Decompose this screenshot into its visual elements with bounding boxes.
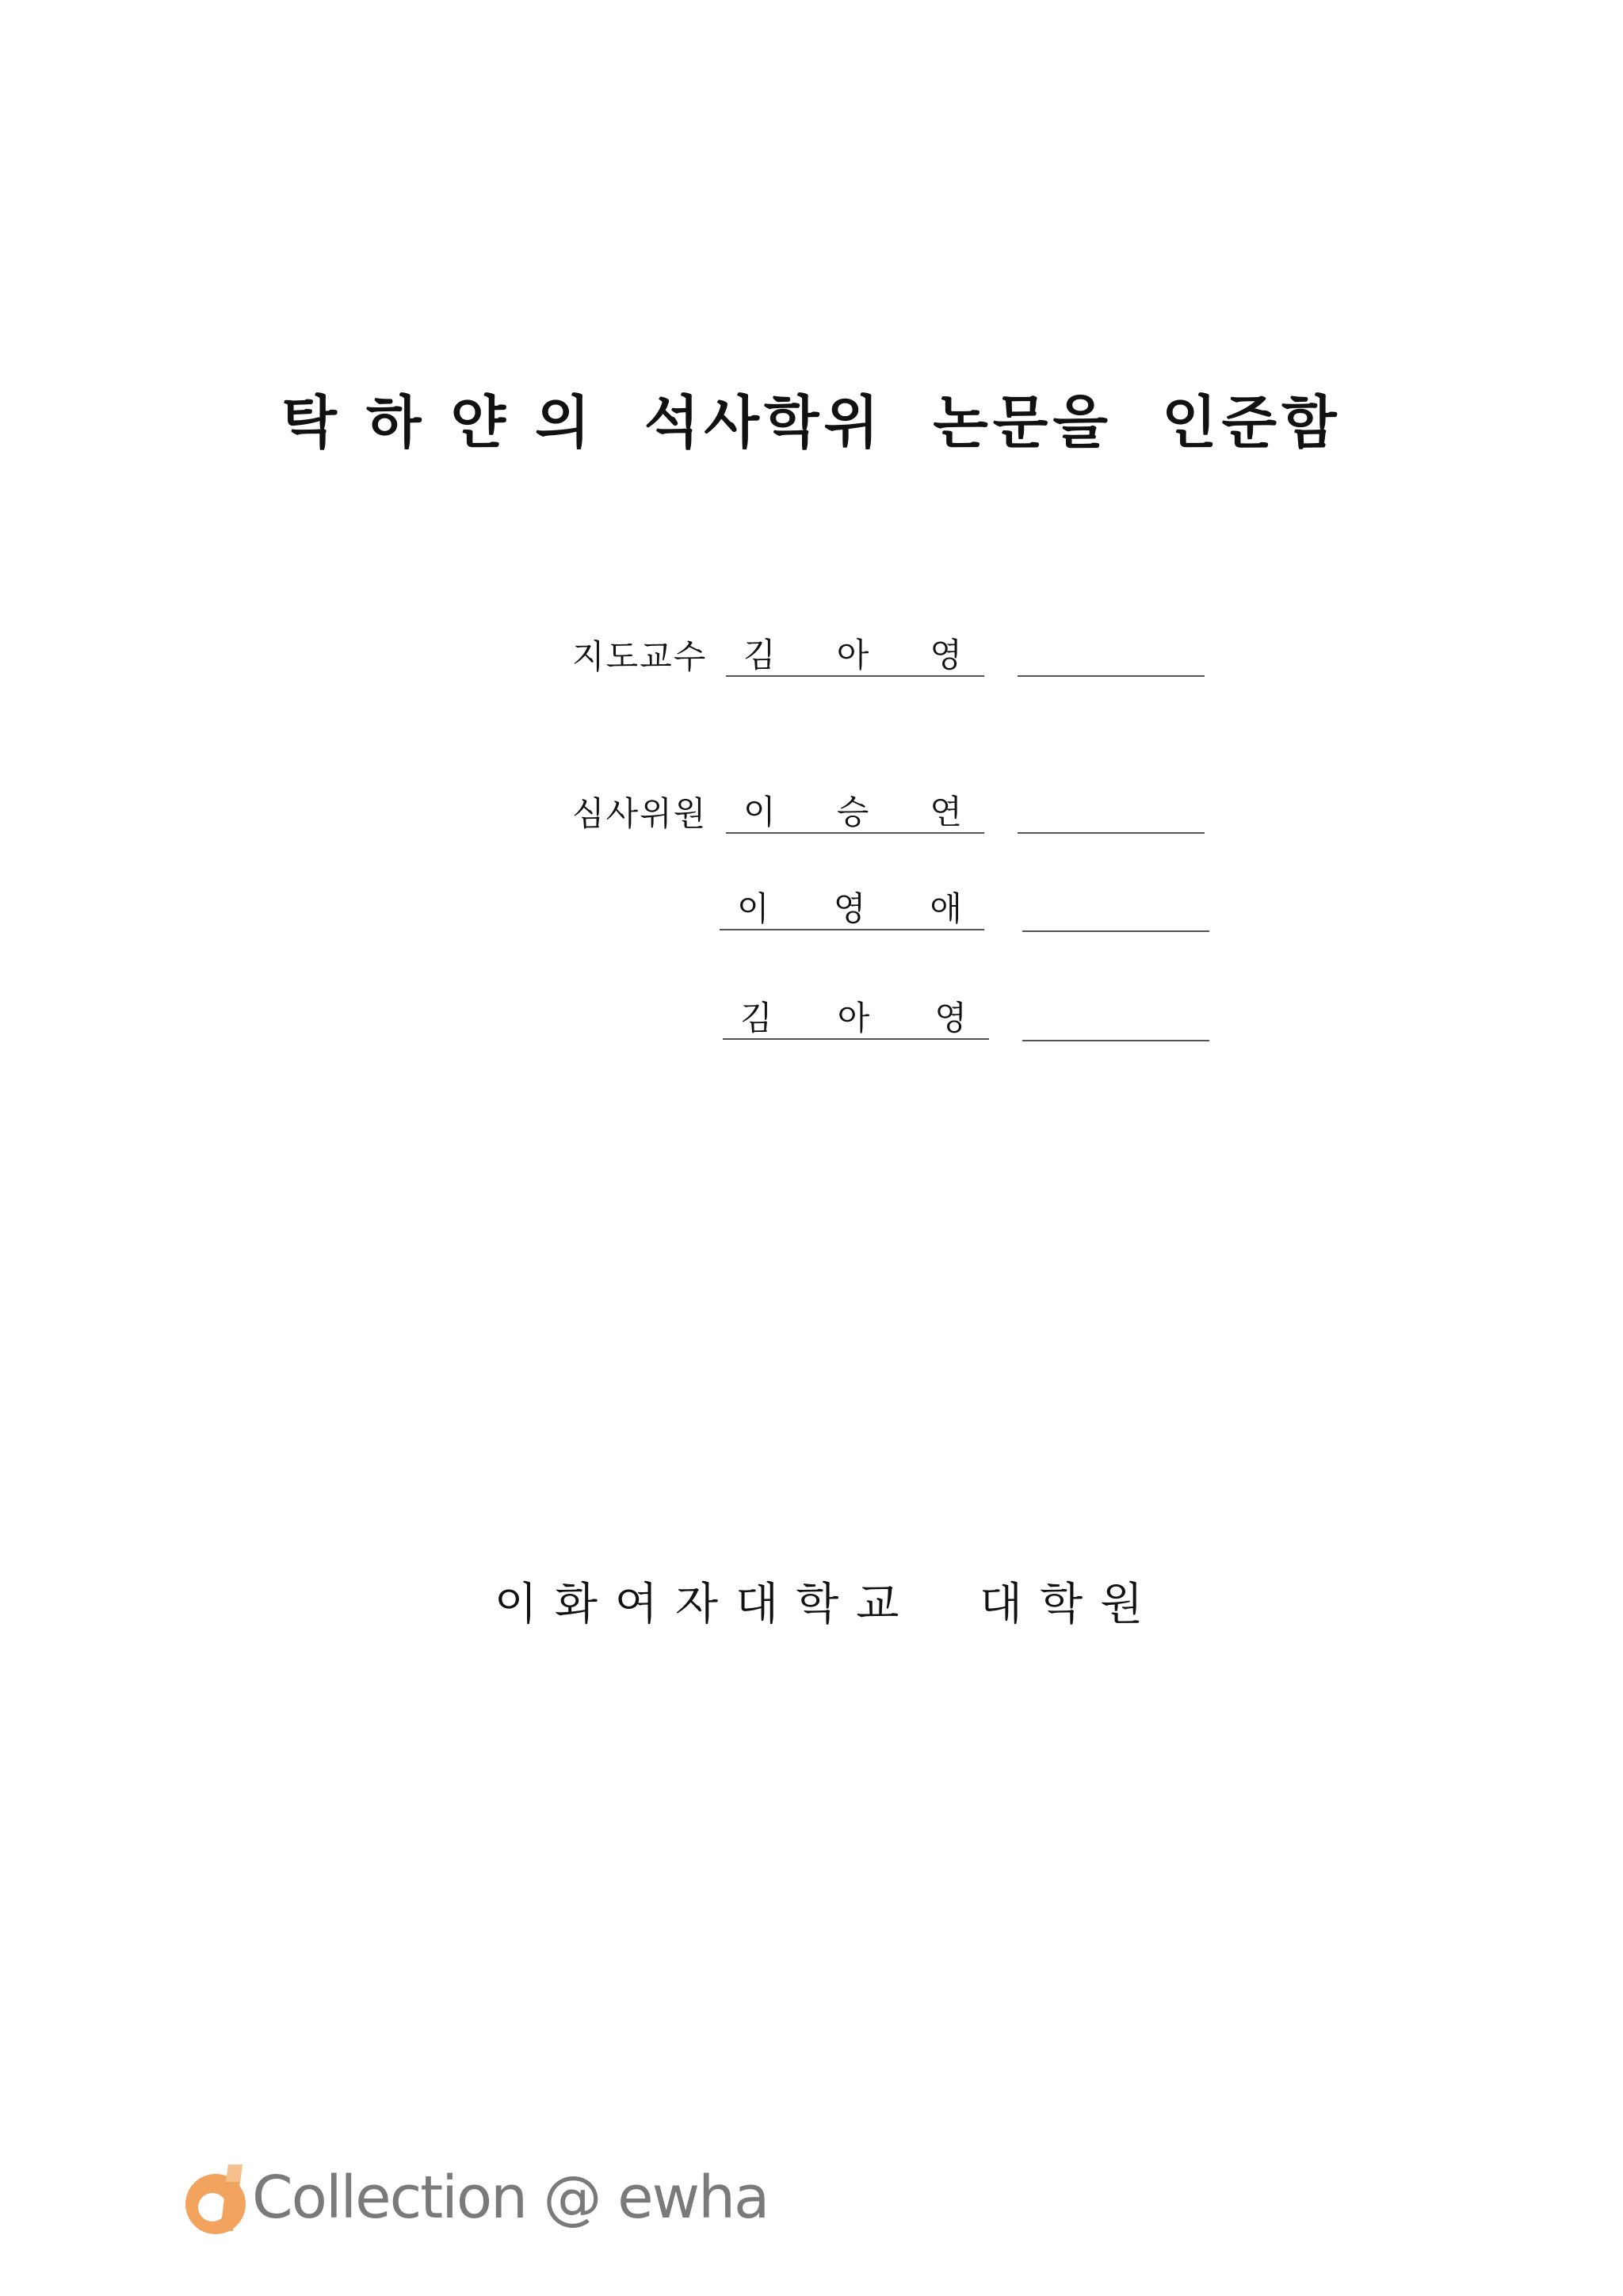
advisor-signature-line	[1018, 675, 1205, 677]
committee-signature-line	[1022, 1040, 1209, 1041]
name-char: 이	[743, 793, 776, 831]
name-char: 영	[930, 636, 962, 674]
name-char: 아	[837, 999, 870, 1037]
name-char: 김	[743, 636, 776, 674]
committee-member-name-field	[723, 995, 989, 1040]
name-char: 승	[836, 793, 869, 831]
dcollection-logo	[181, 2154, 768, 2241]
name-char: 영	[934, 999, 967, 1037]
advisor-name-field	[726, 632, 984, 677]
name-char: 김	[740, 999, 773, 1037]
name-char: 애	[930, 889, 962, 928]
name-char: 연	[930, 793, 962, 831]
name-char: 영	[833, 889, 866, 928]
advisor-label: 지도교수	[572, 637, 708, 676]
dcollection-logo-text: Collection @ ewha	[252, 2164, 769, 2232]
name-char: 아	[836, 636, 869, 674]
university-name: 이화여자대학교 대학원	[494, 1579, 1161, 1630]
approval-title: 탁 하 얀 의 석사학위 논문을 인준함	[281, 389, 1342, 456]
committee-signature-line	[1018, 832, 1205, 834]
committee-label: 심사위원	[572, 794, 708, 833]
committee-member-name-field	[726, 789, 984, 834]
dcollection-d-icon	[181, 2158, 257, 2237]
committee-signature-line	[1022, 930, 1209, 932]
name-char: 이	[737, 889, 769, 928]
committee-member-name-field	[720, 886, 984, 930]
